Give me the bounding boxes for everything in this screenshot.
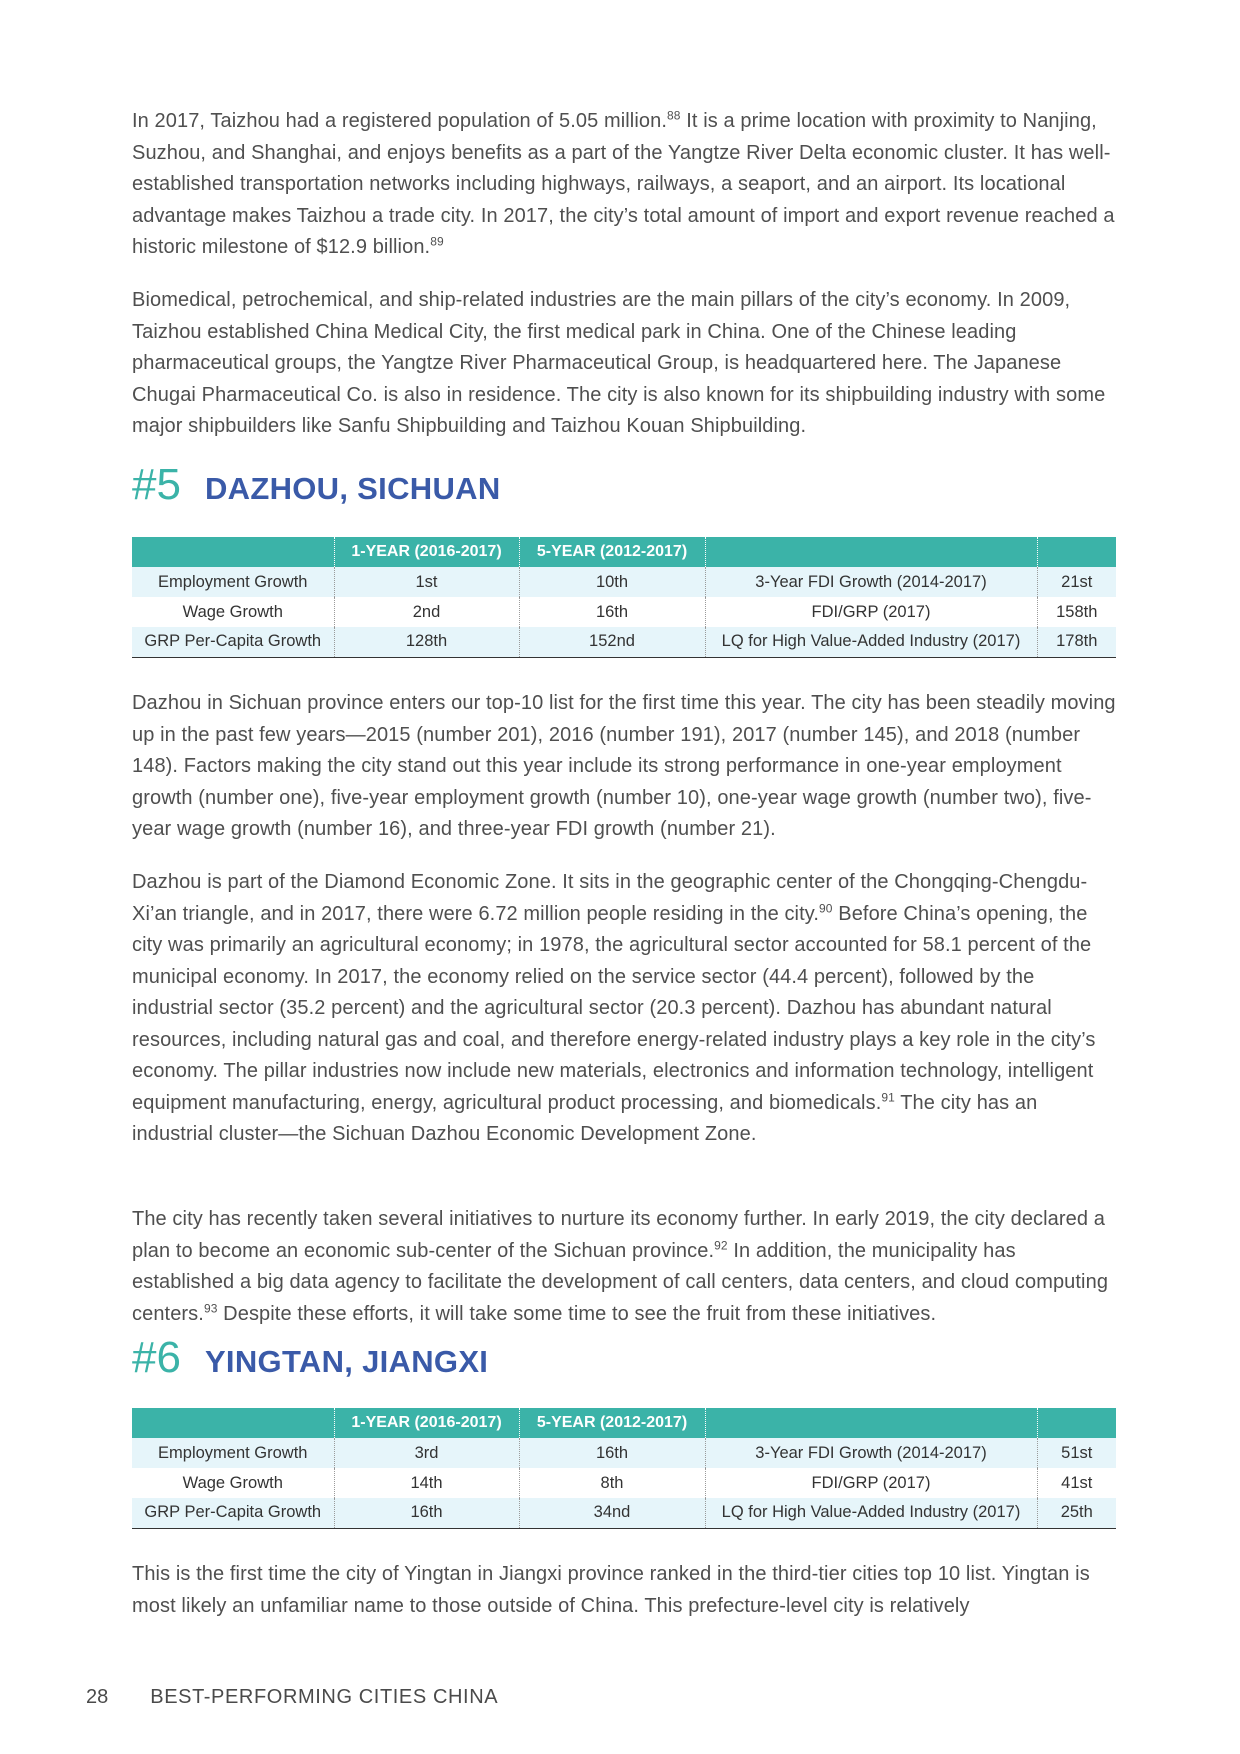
table-cell: GRP Per-Capita Growth bbox=[132, 1498, 334, 1528]
footnote-ref: 88 bbox=[667, 108, 681, 123]
table-cell: 25th bbox=[1037, 1498, 1116, 1528]
table-cell: 158th bbox=[1056, 602, 1098, 621]
table-row bbox=[132, 1468, 1116, 1498]
table-header-cell: 1-YEAR (2016-2017) bbox=[334, 1408, 519, 1438]
stats-table-yingtan bbox=[132, 1408, 1116, 1529]
table-row bbox=[132, 597, 1116, 627]
table-header-cell: 1-YEAR (2016-2017) bbox=[334, 537, 519, 567]
table-cell: GRP Per-Capita Growth bbox=[132, 627, 334, 657]
footnote-ref: 92 bbox=[714, 1237, 728, 1252]
table-header-cell bbox=[132, 1408, 334, 1438]
city-title: DAZHOU, SICHUAN bbox=[204, 471, 501, 506]
text: The city has an industrial cluster—the Sichuan Dazhou Economic Development Zone. bbox=[132, 1091, 1038, 1145]
city-title: YINGTAN, JIANGXI bbox=[204, 1344, 489, 1379]
page-number: 28 bbox=[86, 1686, 109, 1708]
table-header-cell: 5-YEAR (2012-2017) bbox=[519, 1408, 705, 1438]
footnote-ref: 89 bbox=[430, 234, 444, 249]
table-cell: 41st bbox=[1061, 1473, 1093, 1492]
table-cell: 3-Year FDI Growth (2014-2017) bbox=[705, 1438, 1037, 1468]
text: Before China’s opening, the city was primarily an agricultural economy; in 1978, the agricultural sector accounted for 58.1 percent of the municipal economy. In 2017, the economy relied on the service sector (44.4 percent), followed by the industrial sector (35.2 percent) and the agricultural sector (20.3 percent). Dazhou has abundant natural resources, including natural gas and coal, and therefore energy-related industry plays a key role in the city’s economy. The pillar industries now include new materials, electronics and information technology, intelligent equipment manufacturing, energy, agricultural product processing, and biomedicals. bbox=[132, 902, 1096, 1114]
paragraph-taizhou-overview bbox=[132, 106, 1117, 264]
text: It is a prime location with proximity to Nanjing, Suzhou, and Shanghai, and enjoys benefits as a part of the Yangtze River Delta economic cluster. It has well-established transportation networks including highways, railways, a seaport, and an airport. Its locational advantage makes Taizhou a trade city. In 2017, the city’s total amount of import and export revenue reached a historic milestone of $12.9 billion. bbox=[132, 110, 1115, 258]
table-cell: LQ for High Value-Added Industry (2017) bbox=[705, 1498, 1037, 1528]
paragraph-dazhou-initiatives bbox=[132, 1204, 1117, 1330]
table-header-cell bbox=[705, 537, 1037, 567]
text: Dazhou is part of the Diamond Economic Zone. It sits in the geographic center of the Chongqing-Chengdu-Xi’an triangle, and in 2017, there were 6.72 million people residing in the city. bbox=[132, 871, 1088, 925]
table-cell: 2nd bbox=[334, 597, 519, 627]
table-cell: Wage Growth bbox=[132, 1468, 334, 1498]
table-cell: Employment Growth bbox=[132, 567, 334, 597]
table-header-row bbox=[132, 537, 1116, 567]
footnote-ref: 90 bbox=[819, 900, 833, 915]
table-header-cell bbox=[132, 537, 334, 567]
rank-number: #5 bbox=[132, 460, 181, 509]
table-cell: FDI/GRP (2017) bbox=[705, 597, 1037, 627]
table-cell: 3-Year FDI Growth (2014-2017) bbox=[705, 567, 1037, 597]
footnote-ref: 91 bbox=[881, 1089, 895, 1104]
table-header-cell bbox=[1037, 537, 1116, 567]
paragraph-dazhou-ranking: Dazhou in Sichuan province enters our top-10 list for the first time this year. The city has been steadily moving up in the past few years—2015 (number 201), 2016 (number 191), 2017 (number 145), and 2018 (number 148). Factors making the city stand out this year include its strong performance in one-year employment growth (number one), five-year employment growth (number 10), one-year wage growth (number two), five-year wage growth (number 16), and three-year FDI growth (number 21). bbox=[132, 692, 1116, 840]
table-cell: 128th bbox=[334, 627, 519, 657]
table-cell: LQ for High Value-Added Industry (2017) bbox=[705, 627, 1037, 657]
table-cell: 34nd bbox=[519, 1498, 705, 1528]
publication-title: BEST-PERFORMING CITIES CHINA bbox=[150, 1686, 499, 1708]
table-cell: FDI/GRP (2017) bbox=[705, 1468, 1037, 1498]
table-cell: 8th bbox=[519, 1468, 705, 1498]
paragraph-taizhou-industries: Biomedical, petrochemical, and ship-related industries are the main pillars of the city’s economy. In 2009, Taizhou established China Medical City, the first medical park in China. One of the Chinese leading pharmaceutical groups, the Yangtze River Pharmaceutical Group, is headquartered here. The Japanese Chugai Pharmaceutical Co. is also in residence. The city is also known for its shipbuilding industry with some major shipbuilders like Sanfu Shipbuilding and Taizhou Kouan Shipbuilding. bbox=[132, 289, 1106, 437]
section-heading-yingtan bbox=[132, 1333, 488, 1383]
table-cell: 16th bbox=[334, 1498, 519, 1528]
table-row bbox=[132, 627, 1116, 657]
table-header-cell: 5-YEAR (2012-2017) bbox=[519, 537, 705, 567]
table-row bbox=[132, 1498, 1116, 1528]
paragraph-dazhou-economy bbox=[132, 867, 1117, 1151]
table-cell: 51st bbox=[1037, 1438, 1116, 1468]
text: In addition, the municipality has established a big data agency to facilitate the development of call centers, data centers, and cloud computing centers. bbox=[132, 1239, 1109, 1325]
table-cell: 152nd bbox=[519, 627, 705, 657]
table-header-row bbox=[132, 1408, 1116, 1438]
table-cell: 3rd bbox=[334, 1438, 519, 1468]
table-header-cell bbox=[705, 1408, 1037, 1438]
table-cell: 21st bbox=[1037, 567, 1116, 597]
table-cell: Wage Growth bbox=[132, 597, 334, 627]
section-heading-dazhou bbox=[132, 460, 501, 510]
table-cell: 178th bbox=[1037, 627, 1116, 657]
paragraph-yingtan-intro: This is the first time the city of Yingtan in Jiangxi province ranked in the third-tier cities top 10 list. Yingtan is most likely an unfamiliar name to those outside of China. This prefecture-level city is relatively bbox=[132, 1563, 1090, 1617]
table-header-cell bbox=[1037, 1408, 1116, 1438]
rank-number: #6 bbox=[132, 1333, 181, 1382]
text: The city has recently taken several initiatives to nurture its economy further. In early 2019, the city declared a plan to become an economic sub-center of the Sichuan province. bbox=[132, 1208, 1105, 1262]
table-cell: 10th bbox=[519, 567, 705, 597]
table-row bbox=[132, 567, 1116, 597]
text: In 2017, Taizhou had a registered population of 5.05 million. bbox=[132, 110, 667, 132]
table-cell: Employment Growth bbox=[132, 1438, 334, 1468]
table-cell: 1st bbox=[334, 567, 519, 597]
table-row bbox=[132, 1438, 1116, 1468]
page-footer bbox=[86, 1686, 498, 1709]
footnote-ref: 93 bbox=[203, 1300, 218, 1315]
text: Despite these efforts, it will take some time to see the fruit from these initiatives. bbox=[217, 1302, 937, 1325]
table-cell: 14th bbox=[334, 1468, 519, 1498]
table-cell: 16th bbox=[519, 1438, 705, 1468]
table-cell: 16th bbox=[519, 597, 705, 627]
stats-table-dazhou bbox=[132, 537, 1116, 658]
